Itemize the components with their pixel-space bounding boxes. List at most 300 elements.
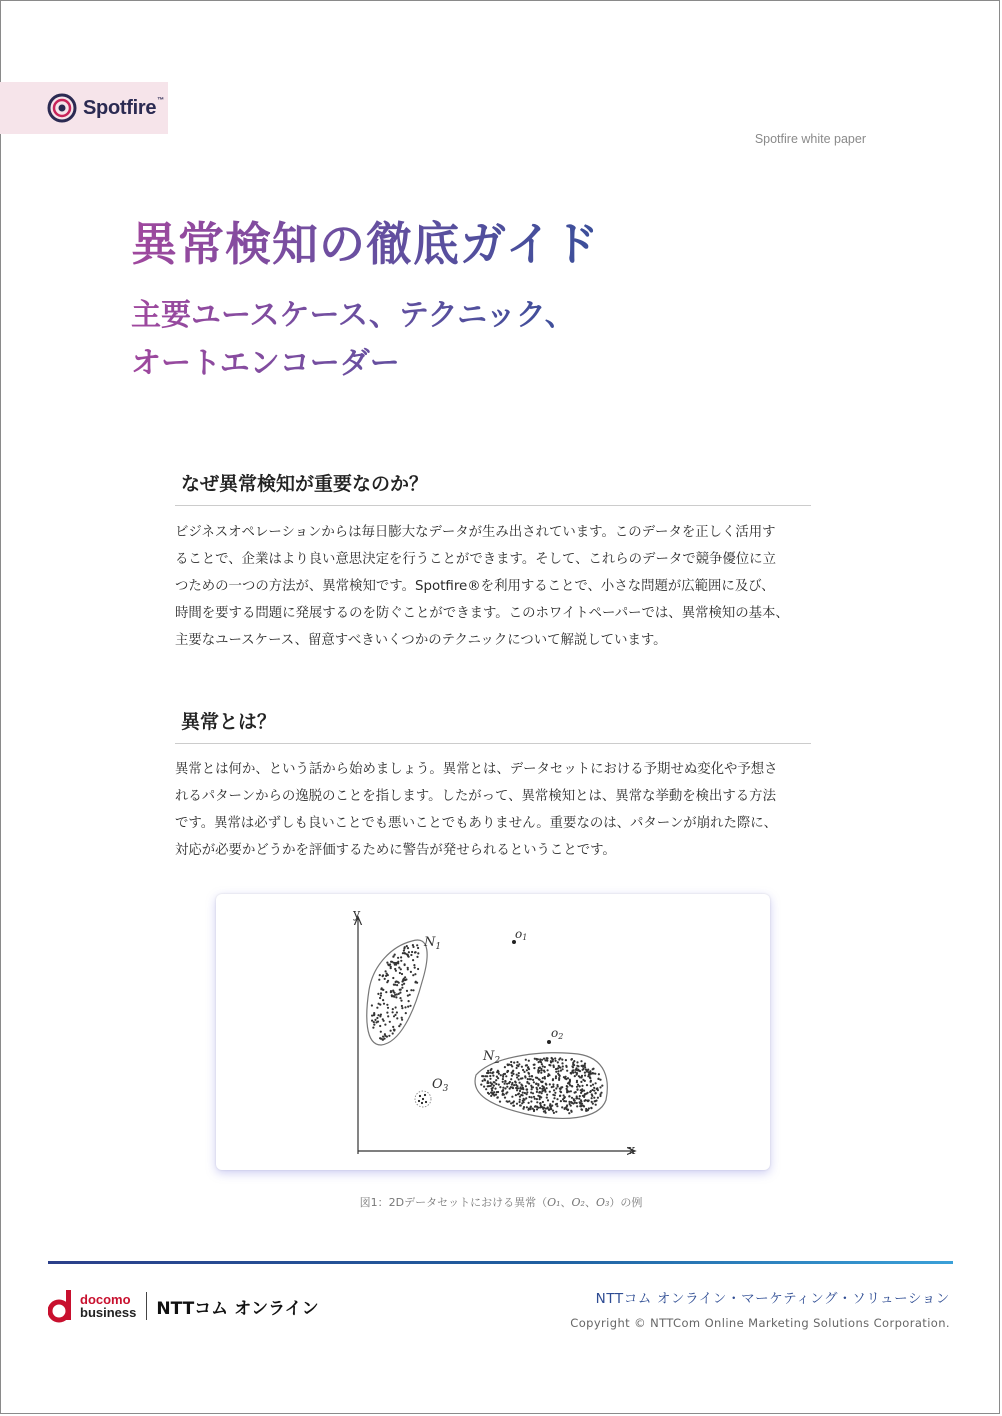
cluster-point (510, 1061, 512, 1063)
cluster-point (404, 979, 406, 981)
cluster-point (400, 1023, 402, 1025)
cluster-point (543, 1104, 545, 1106)
cluster-point (506, 1071, 508, 1073)
cluster-point (552, 1110, 554, 1112)
cluster-point (518, 1072, 520, 1074)
cluster-point (504, 1097, 506, 1099)
cluster-point (532, 1079, 534, 1081)
cluster-point (544, 1071, 546, 1073)
cluster-point (547, 1099, 549, 1101)
cluster-point (411, 951, 413, 953)
label-n1: $N_1$ (424, 935, 442, 952)
cluster-point (555, 1068, 557, 1070)
cluster-point (489, 1072, 491, 1074)
cluster-point (523, 1101, 525, 1103)
cluster-point (502, 1081, 504, 1083)
cluster-point (495, 1079, 497, 1081)
cluster-point (593, 1097, 595, 1099)
cluster-point (516, 1103, 518, 1105)
cluster-point (584, 1074, 586, 1076)
cluster-point (382, 999, 384, 1001)
cluster-point (553, 1097, 555, 1099)
cluster-point (519, 1101, 521, 1103)
cluster-point (576, 1089, 578, 1091)
cluster-point (416, 956, 418, 958)
cluster-point (413, 964, 415, 966)
paragraph-line: れるパターンからの逸脱のことを指します。したがって、異常検知とは、異常な挙動を検出する方法 (175, 789, 776, 804)
cluster-point (549, 1103, 551, 1105)
cluster-point (414, 967, 416, 969)
section-body-why (175, 519, 815, 654)
cluster-point (560, 1070, 562, 1072)
cluster-point (502, 1090, 504, 1092)
cluster-point (493, 1091, 495, 1093)
cluster-point (550, 1106, 552, 1108)
cluster-point (576, 1105, 578, 1107)
cluster-point (403, 983, 405, 985)
cluster-point (574, 1075, 576, 1077)
cluster-point (401, 973, 403, 975)
cluster-point (539, 1058, 541, 1060)
cluster-point (522, 1094, 524, 1096)
cluster-point (530, 1085, 532, 1087)
cluster-point (572, 1062, 574, 1064)
cluster-point (399, 972, 401, 974)
cluster-point (536, 1108, 538, 1110)
section-heading-why: なぜ異常検知が重要なのか？ (175, 469, 811, 506)
cluster-point (574, 1071, 576, 1073)
cluster-point (417, 952, 419, 954)
cluster-point (412, 989, 414, 991)
cluster-point (400, 968, 402, 970)
cluster-point (386, 1004, 388, 1006)
cluster-point (568, 1081, 570, 1083)
cluster-point (601, 1085, 603, 1087)
cluster-point (579, 1085, 581, 1087)
cluster-point (504, 1083, 506, 1085)
subtitle-line-2: オートエンコーダー (131, 346, 400, 381)
cluster-point (516, 1074, 518, 1076)
cluster-point (505, 1075, 507, 1077)
cluster-point (380, 1031, 382, 1033)
cluster-point (553, 1112, 555, 1114)
cluster-point (579, 1095, 581, 1097)
cluster-point (487, 1072, 489, 1074)
cluster-point (407, 995, 409, 997)
cluster-point (533, 1109, 535, 1111)
cluster-point (506, 1100, 508, 1102)
outlier-o2-point (547, 1040, 551, 1044)
cluster-point (576, 1067, 578, 1069)
cluster-point (377, 1021, 379, 1023)
cluster-point (533, 1067, 535, 1069)
cluster-point (415, 951, 417, 953)
cluster-point (583, 1090, 585, 1092)
cluster-point (400, 956, 402, 958)
cluster-point (554, 1057, 556, 1059)
cluster-point (553, 1089, 555, 1091)
cluster-point (581, 1085, 583, 1087)
cluster-point (537, 1069, 539, 1071)
cluster-point (557, 1085, 559, 1087)
cluster-point (586, 1084, 588, 1086)
cluster-point (401, 1019, 403, 1021)
cluster-point (540, 1061, 542, 1063)
cluster-point (388, 964, 390, 966)
cluster-point (587, 1092, 589, 1094)
cluster-point (543, 1110, 545, 1112)
cluster-point (576, 1065, 578, 1067)
cluster-point (396, 1017, 398, 1019)
cluster-point (511, 1084, 513, 1086)
cluster-point (506, 1086, 508, 1088)
cluster-point (553, 1066, 555, 1068)
cluster-point (518, 1078, 520, 1080)
cluster-point (539, 1091, 541, 1093)
cluster-point (531, 1088, 533, 1090)
cluster-point (541, 1106, 543, 1108)
cluster-point (549, 1108, 551, 1110)
cluster-point (572, 1102, 574, 1104)
cluster-point (377, 1014, 379, 1016)
docomo-business-logo (48, 1288, 319, 1324)
cluster-point (542, 1065, 544, 1067)
cluster-point (498, 1073, 500, 1075)
cluster-point (393, 1029, 395, 1031)
cluster-point (386, 962, 388, 964)
cluster-point (570, 1072, 572, 1074)
x-axis-label: x (628, 1143, 636, 1158)
spotfire-logo-text: Spotfire™ (83, 96, 164, 119)
cluster-point (416, 944, 418, 946)
cluster-point (566, 1086, 568, 1088)
cluster-point (584, 1066, 586, 1068)
cluster-point (398, 967, 400, 969)
cluster-point (580, 1108, 582, 1110)
cluster-point (584, 1100, 586, 1102)
cluster-point (412, 946, 414, 948)
cluster-point (525, 1059, 527, 1061)
cluster-point (538, 1067, 540, 1069)
paragraph-line: 対応が必要かどうかを評価するために警告が発せられるということです。 (175, 843, 616, 858)
cluster-point (578, 1069, 580, 1071)
cluster-point (516, 1085, 518, 1087)
cluster-point (522, 1069, 524, 1071)
cluster-point (410, 989, 412, 991)
cluster-point (371, 1004, 373, 1006)
cluster-point (504, 1087, 506, 1089)
cluster-point (524, 1076, 526, 1078)
cluster-point (566, 1088, 568, 1090)
cluster-point (540, 1104, 542, 1106)
cluster-point (400, 1000, 402, 1002)
cluster-point (548, 1064, 550, 1066)
cluster-point (558, 1065, 560, 1067)
cluster-point (526, 1069, 528, 1071)
cluster-point (400, 960, 402, 962)
cluster-point (513, 1100, 515, 1102)
cluster-point (582, 1079, 584, 1081)
cluster-point (522, 1092, 524, 1094)
cluster-point (544, 1066, 546, 1068)
anomaly-diagram (216, 894, 770, 1170)
cluster-point (515, 1094, 517, 1096)
cluster-point (582, 1105, 584, 1107)
cluster-point (576, 1081, 578, 1083)
docomo-business-wordmark: docomo business (80, 1292, 137, 1320)
cluster-point (514, 1081, 516, 1083)
cluster-point (492, 1075, 494, 1077)
cluster-point (565, 1107, 567, 1109)
cluster-point (542, 1077, 544, 1079)
cluster-point (489, 1082, 491, 1084)
cluster-point (525, 1085, 527, 1087)
cluster-point (559, 1090, 561, 1092)
cluster-point (598, 1078, 600, 1080)
cluster-point (376, 1017, 378, 1019)
cluster-point (580, 1099, 582, 1101)
cluster-point (544, 1077, 546, 1079)
cluster-point (576, 1074, 578, 1076)
cluster-point (593, 1087, 595, 1089)
cluster-point (546, 1057, 548, 1059)
cluster-point (392, 1026, 394, 1028)
cluster-point (568, 1091, 570, 1093)
cluster-point (519, 1099, 521, 1101)
cluster-point (373, 1021, 375, 1023)
cluster-point (378, 1003, 380, 1005)
cluster-point (521, 1066, 523, 1068)
cluster-point (556, 1105, 558, 1107)
cluster-point (408, 951, 410, 953)
cluster-point (483, 1086, 485, 1088)
cluster-point (491, 1072, 493, 1074)
cluster-point (397, 961, 399, 963)
cluster-point (555, 1071, 557, 1073)
cluster-point (575, 1097, 577, 1099)
cluster-point (404, 976, 406, 978)
cluster-point (408, 1000, 410, 1002)
label-o1: o1 (515, 927, 528, 942)
cluster-point (513, 1062, 515, 1064)
cluster-point (546, 1059, 548, 1061)
cluster-point (535, 1083, 537, 1085)
cluster-point (563, 1094, 565, 1096)
cluster-point (391, 961, 393, 963)
paragraph-line: 異常とは何か、という話から始めましょう。異常とは、データセットにおける予期せぬ変化や予想さ (175, 762, 778, 777)
cluster-point (519, 1104, 521, 1106)
cluster-point (395, 996, 397, 998)
cluster-point (576, 1061, 578, 1063)
cluster-point (399, 997, 401, 999)
cluster-point (529, 1108, 531, 1110)
cluster-point (571, 1071, 573, 1073)
section-heading-what: 異常とは？ (175, 707, 811, 744)
cluster-point (580, 1092, 582, 1094)
cluster-point (502, 1078, 504, 1080)
cluster-point (569, 1079, 571, 1081)
cluster-point (581, 1075, 583, 1077)
cluster-point (373, 1012, 375, 1014)
paragraph-line: です。異常は必ずしも良いことでも悪いことでもありません。重要なのは、パターンが崩れた際に、 (175, 816, 778, 831)
cluster-point (539, 1079, 541, 1081)
cluster-point (394, 964, 396, 966)
cluster-point (480, 1084, 482, 1086)
cluster-point (542, 1101, 544, 1103)
cluster-point (516, 1087, 518, 1089)
cluster-point (592, 1084, 594, 1086)
cluster-point (579, 1076, 581, 1078)
footer-divider (48, 1261, 953, 1264)
cluster-point (490, 1095, 492, 1097)
cluster-point (570, 1105, 572, 1107)
cluster-point (387, 1015, 389, 1017)
cluster-point (533, 1081, 535, 1083)
cluster-point (371, 1020, 373, 1022)
cluster-point (589, 1074, 591, 1076)
cluster-point (396, 1011, 398, 1013)
cluster-point (517, 1093, 519, 1095)
cluster-point (380, 992, 382, 994)
cluster-point (592, 1103, 594, 1105)
cluster-point (376, 1007, 378, 1009)
cluster-point (526, 1088, 528, 1090)
cluster-point (394, 994, 396, 996)
cluster-point (594, 1100, 596, 1102)
cluster-point (371, 1015, 373, 1017)
cluster-point (559, 1057, 561, 1059)
cluster-point (512, 1071, 514, 1073)
cluster-point (533, 1064, 535, 1066)
cluster-point (580, 1105, 582, 1107)
cluster-point (568, 1101, 570, 1103)
cluster-point (533, 1096, 535, 1098)
cluster-point (597, 1097, 599, 1099)
cluster-point (414, 973, 416, 975)
cluster-point (580, 1060, 582, 1062)
cluster-point (378, 979, 380, 981)
cluster-point (379, 974, 381, 976)
cluster-point (558, 1077, 560, 1079)
spotfire-logo-icon (47, 93, 77, 123)
cluster-point (380, 988, 382, 990)
white-paper-label: Spotfire white paper (754, 132, 866, 146)
cluster-point (567, 1109, 569, 1111)
cluster-point (546, 1094, 548, 1096)
cluster-point (394, 968, 396, 970)
cluster-n1-outline (367, 940, 427, 1045)
cluster-point (519, 1082, 521, 1084)
cluster-point (392, 990, 394, 992)
cluster-point (407, 947, 409, 949)
cluster-point (565, 1059, 567, 1061)
cluster-point (571, 1097, 573, 1099)
paragraph-line: ビジネスオペレーションからは毎日膨大なデータが生み出されています。このデータを正しく活用す (175, 525, 776, 540)
cluster-point (392, 977, 394, 979)
cluster-point (591, 1097, 593, 1099)
cluster-point (546, 1097, 548, 1099)
cluster-point (596, 1088, 598, 1090)
cluster-point (382, 1039, 384, 1041)
cluster-point (563, 1100, 565, 1102)
cluster-point (578, 1098, 580, 1100)
cluster-point (562, 1065, 564, 1067)
cluster-point (385, 975, 387, 977)
cluster-point (403, 950, 405, 952)
service-name: NTTコム オンライン・マーケティング・ソリューション (595, 1291, 950, 1307)
footer-credits (570, 1287, 950, 1330)
document-subtitle (131, 292, 575, 388)
cluster-point (497, 1077, 499, 1079)
cluster-point (512, 1105, 514, 1107)
cluster-point (588, 1099, 590, 1101)
cluster-point (387, 1007, 389, 1009)
cluster-point (383, 1003, 385, 1005)
label-o2: o2 (551, 1026, 564, 1041)
cluster-point (539, 1087, 541, 1089)
cluster-point (407, 968, 409, 970)
cluster-point (510, 1078, 512, 1080)
cluster-point (516, 1061, 518, 1063)
cluster-point (392, 1032, 394, 1034)
cluster-point (552, 1058, 554, 1060)
cluster-point (390, 966, 392, 968)
cluster-point (539, 1098, 541, 1100)
cluster-point (554, 1092, 556, 1094)
cluster-point (417, 968, 419, 970)
cluster-n1-points (371, 944, 422, 1041)
cluster-point (535, 1077, 537, 1079)
cluster-point (518, 1075, 520, 1077)
cluster-point (561, 1106, 563, 1108)
cluster-point (561, 1059, 563, 1061)
cluster-point (536, 1098, 538, 1100)
cluster-point (396, 984, 398, 986)
cluster-point (528, 1068, 530, 1070)
cluster-point (581, 1088, 583, 1090)
cluster-point (519, 1090, 521, 1092)
anomaly-figure (216, 894, 770, 1170)
cluster-point (587, 1069, 589, 1071)
cluster-point (599, 1093, 601, 1095)
cluster-point (580, 1081, 582, 1083)
cluster-point (404, 1006, 406, 1008)
cluster-point (390, 990, 392, 992)
cluster-point (552, 1083, 554, 1085)
cluster-point (406, 990, 408, 992)
cluster-point (504, 1080, 506, 1082)
cluster-point (548, 1073, 550, 1075)
cluster-point (545, 1083, 547, 1085)
cluster-point (498, 1084, 500, 1086)
cluster-point (592, 1072, 594, 1074)
cluster-point (401, 1007, 403, 1009)
cluster-point (544, 1089, 546, 1091)
cluster-point (539, 1106, 541, 1108)
cluster-point (497, 1070, 499, 1072)
figure-caption: 図1：2Dデータセットにおける異常（O₁、O₂、O₃）の例 (359, 1196, 643, 1209)
cluster-point (395, 1006, 397, 1008)
cluster-point (490, 1068, 492, 1070)
cluster-point (559, 1088, 561, 1090)
cluster-point (556, 1098, 558, 1100)
cluster-point (536, 1088, 538, 1090)
cluster-point (526, 1106, 528, 1108)
cluster-point (557, 1070, 559, 1072)
cluster-point (557, 1061, 559, 1063)
cluster-point (384, 1024, 386, 1026)
cluster-point (489, 1075, 491, 1077)
